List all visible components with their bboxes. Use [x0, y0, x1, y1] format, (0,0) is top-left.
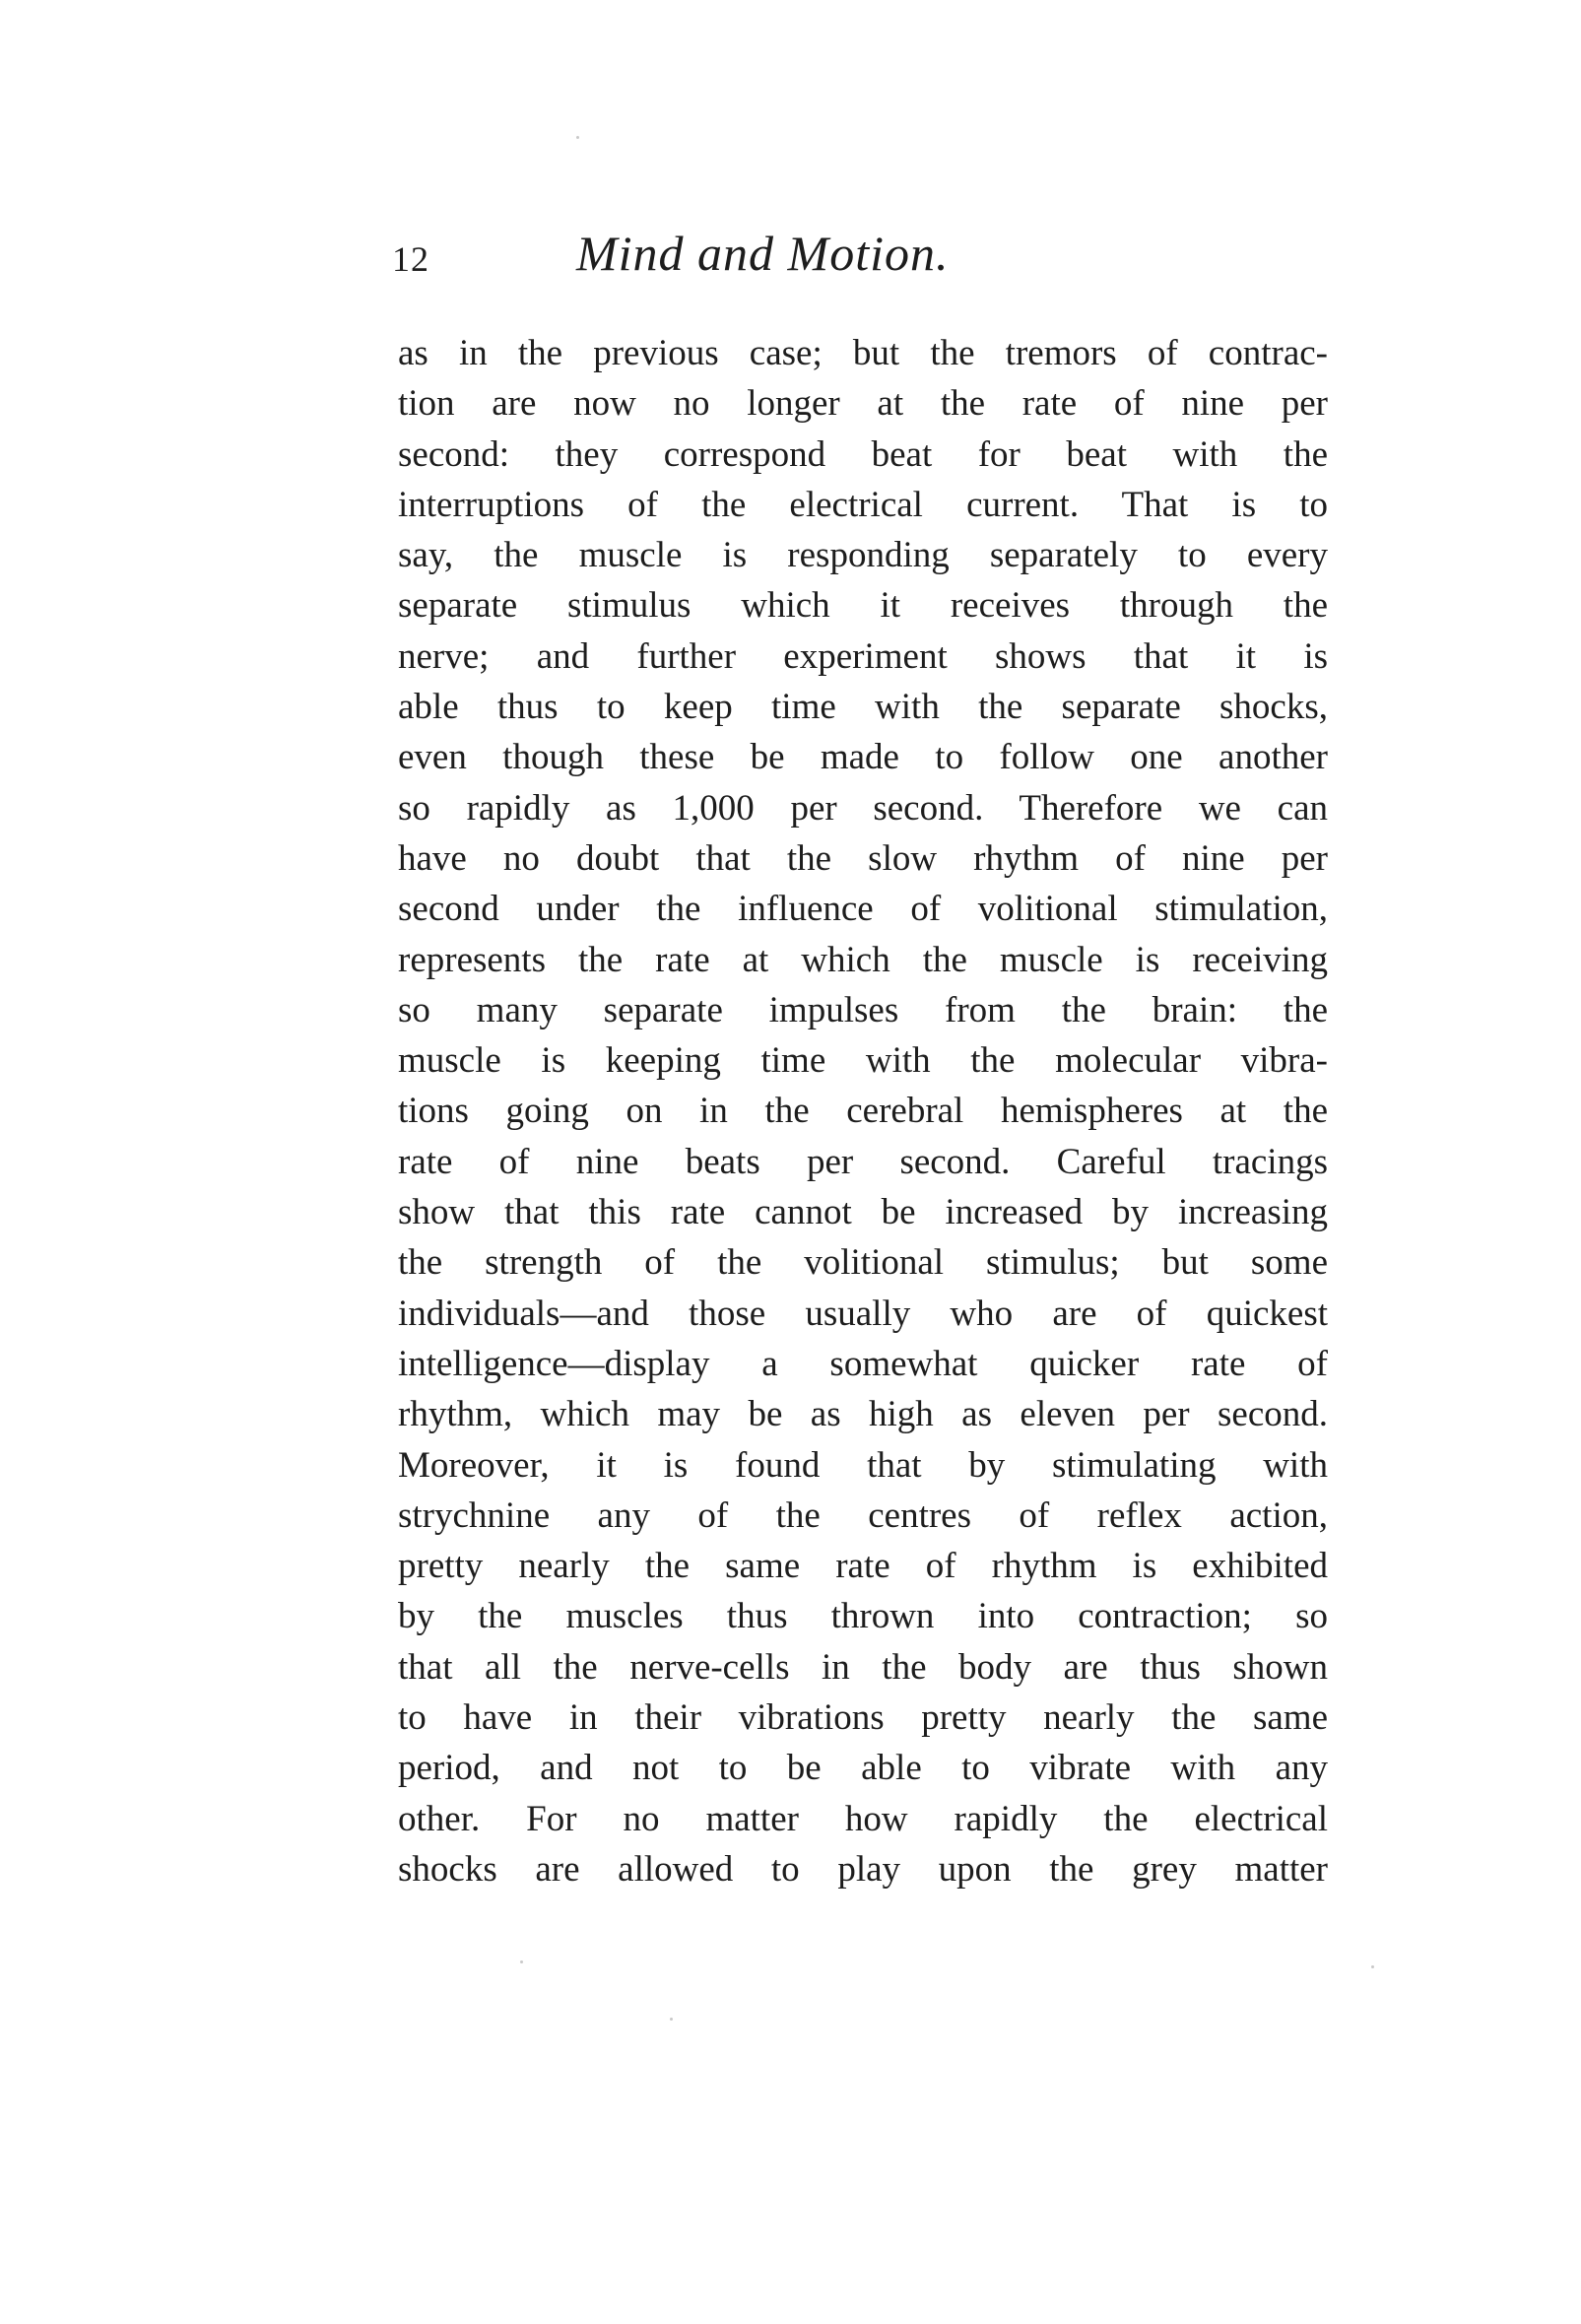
text-line: able thus to keep time with the separate shocks,	[398, 687, 1328, 728]
text-line: intelligence—display a somewhat quicker rate of	[398, 1343, 1328, 1384]
text-line: as in the previous case; but the tremors of contrac-	[398, 333, 1328, 373]
text-line: so rapidly as 1,000 per second. Therefore we can	[398, 787, 1328, 829]
text-line: represents the rate at which the muscle is receiving	[398, 939, 1328, 980]
paper-speck	[670, 2018, 673, 2021]
text-line: rate of nine beats per second. Careful tracings	[398, 1141, 1328, 1182]
text-line: separate stimulus which it receives through the	[398, 585, 1328, 627]
text-line: interruptions of the electrical current. That is to	[398, 484, 1328, 525]
paper-speck	[520, 1960, 523, 1963]
text-line: the strength of the volitional stimulus; but some	[398, 1242, 1328, 1284]
text-line: tions going on in the cerebral hemispheres at the	[398, 1091, 1328, 1132]
text-line: to have in their vibrations pretty nearly the same	[398, 1697, 1328, 1739]
text-line: strychnine any of the centres of reflex action,	[398, 1494, 1328, 1536]
text-line: individuals—and those usually who are of quickest	[398, 1293, 1328, 1334]
body-text	[398, 328, 1328, 1894]
text-line: second under the influence of volitional stimulation,	[398, 889, 1328, 930]
page-number: 12	[392, 239, 429, 279]
text-line: tion are now no longer at the rate of nine per	[398, 383, 1328, 425]
text-line: so many separate impulses from the brain: the	[398, 989, 1328, 1030]
running-title: Mind and Motion.	[576, 226, 950, 281]
text-line: other. For no matter how rapidly the electrical	[398, 1798, 1328, 1839]
text-line: rhythm, which may be as high as eleven per second.	[398, 1394, 1328, 1435]
text-line: even though these be made to follow one another	[398, 737, 1328, 778]
text-line: pretty nearly the same rate of rhythm is exhibited	[398, 1546, 1328, 1587]
text-line: muscle is keeping time with the molecular vibra-	[398, 1040, 1328, 1082]
text-line: Moreover, it is found that by stimulating with	[398, 1444, 1328, 1486]
page-header	[392, 225, 1338, 294]
text-line: by the muscles thus thrown into contraction; so	[398, 1596, 1328, 1637]
text-line: have no doubt that the slow rhythm of nine per	[398, 837, 1328, 879]
text-line: second: they correspond beat for beat with the	[398, 433, 1328, 475]
text-line: nerve; and further experiment shows that it is	[398, 635, 1328, 677]
text-line: say, the muscle is responding separately to every	[398, 535, 1328, 576]
text-line: show that this rate cannot be increased by increasing	[398, 1192, 1328, 1233]
text-line: that all the nerve-cells in the body are thus shown	[398, 1646, 1328, 1688]
paper-speck	[576, 136, 579, 139]
text-line: shocks are allowed to play upon the grey matter	[398, 1848, 1328, 1890]
text-line: period, and not to be able to vibrate with any	[398, 1748, 1328, 1789]
paper-speck	[1371, 1965, 1374, 1968]
